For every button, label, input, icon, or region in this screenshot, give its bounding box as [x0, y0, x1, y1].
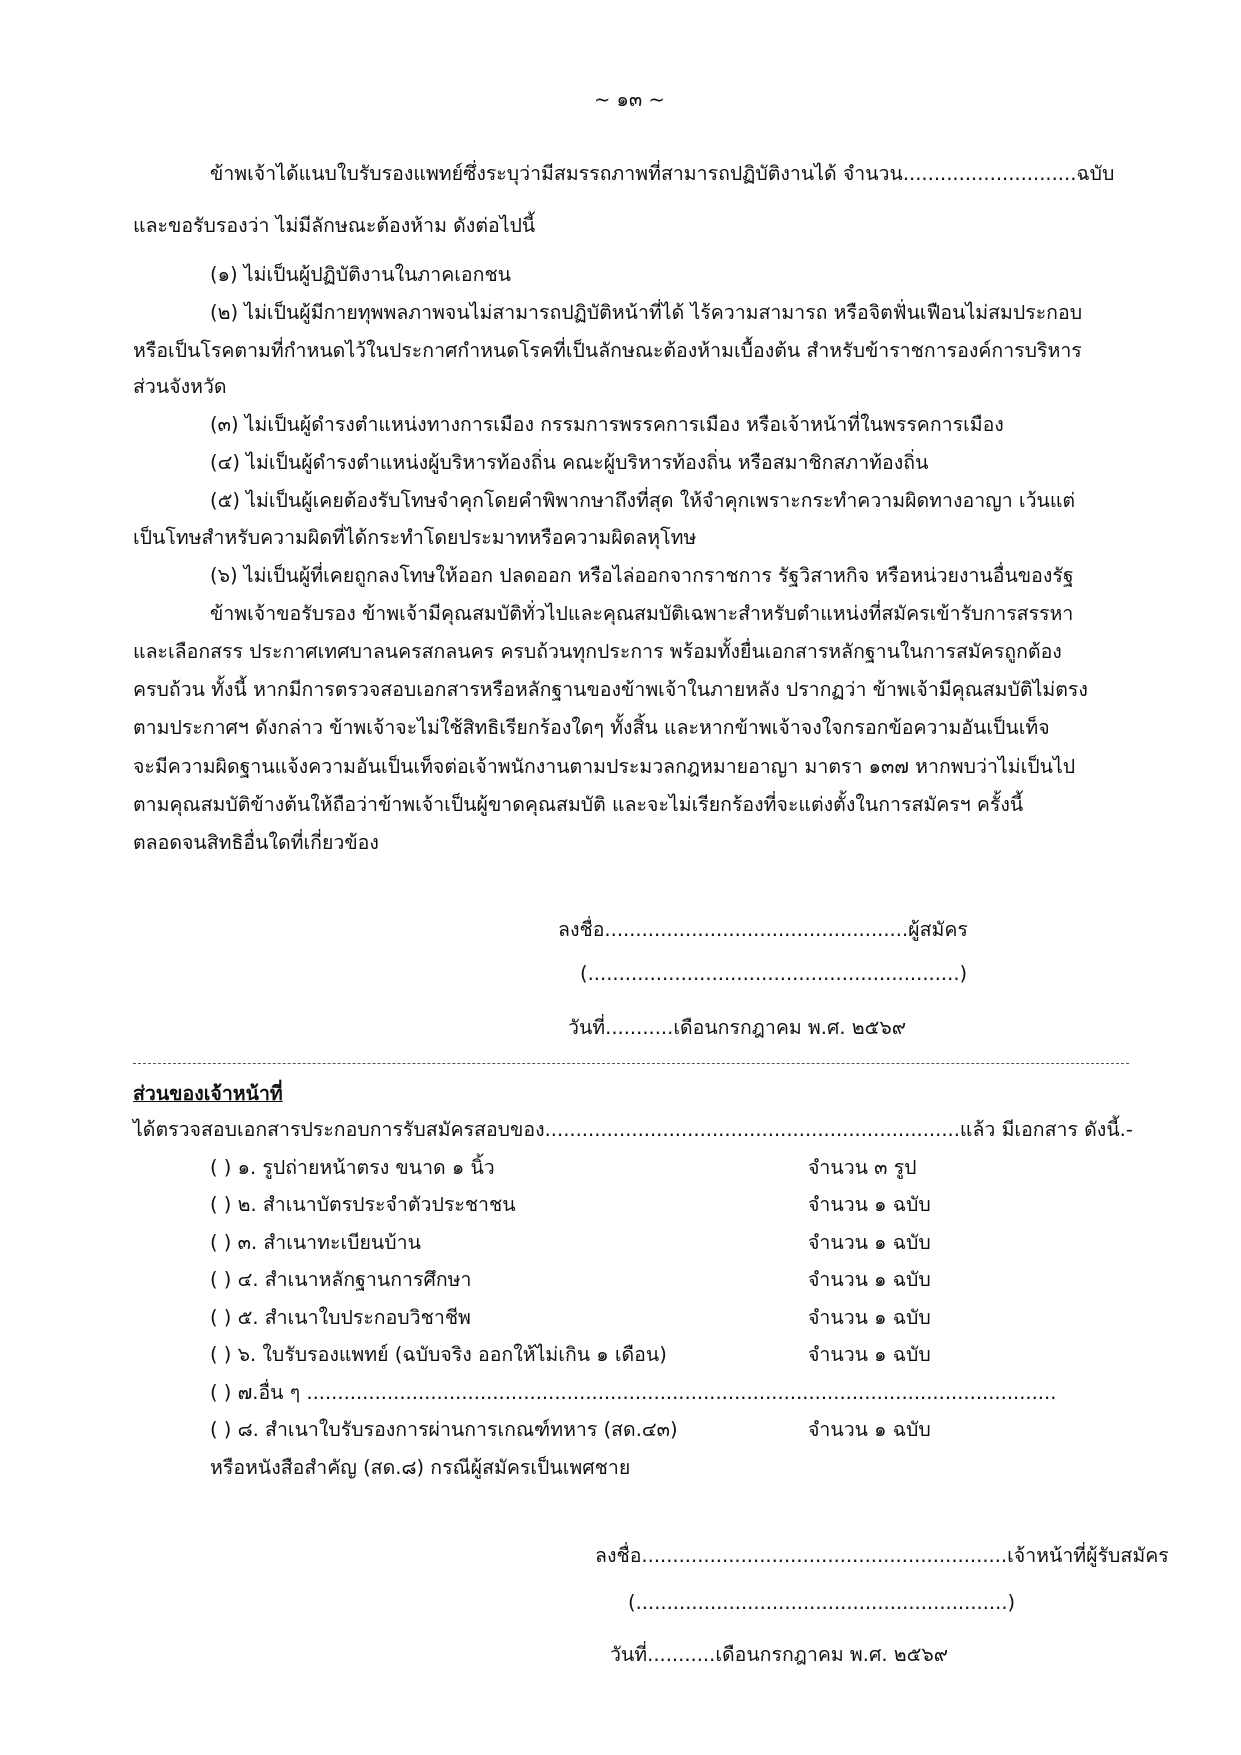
- condition-6: (๖) ไม่เป็นผู้ที่เคยถูกลงโทษให้ออก ปลดออก หรือไล่ออกจากราชการ รัฐวิสาหกิจ หรือหน่วยงานอื่นของรัฐ: [210, 564, 1074, 587]
- condition-3: (๓) ไม่เป็นผู้ดำรงตำแหน่งทางการเมือง กรรมการพรรคการเมือง หรือเจ้าหน้าที่ในพรรคการเมือง: [210, 413, 1004, 436]
- document-item-qty: จำนวน ๓ รูป: [808, 1156, 917, 1179]
- officer-section-title: ส่วนของเจ้าหน้าที่: [133, 1082, 283, 1105]
- condition-1: (๑) ไม่เป็นผู้ปฏิบัติงานในภาคเอกชน: [210, 263, 512, 286]
- officer-signature-line: ลงชื่อ...........................................................เจ้าหน้าที่ผู้รับสมัคร: [595, 1544, 1169, 1567]
- document-item-label: ( ) ๗.อื่น ๆ .........................................................................................................................: [210, 1381, 1057, 1404]
- certify-line-4: ตามประกาศฯ ดังกล่าว ข้าพเจ้าจะไม่ใช้สิทธิเรียกร้องใดๆ ทั้งสิ้น และหากข้าพเจ้าจงใจกรอกข้อความอันเป็นเท็จ: [133, 716, 1050, 739]
- certify-line-5: จะมีความผิดฐานแจ้งความอันเป็นเท็จต่อเจ้าพนักงานตามประมวลกฎหมายอาญา มาตรา ๑๓๗ หากพบว่าไม่เป็นไป: [133, 755, 1076, 778]
- document-item-label: ( ) ๔. สำเนาหลักฐานการศึกษา: [210, 1268, 472, 1291]
- document-item-qty: จำนวน ๑ ฉบับ: [808, 1193, 931, 1216]
- document-item-qty: จำนวน ๑ ฉบับ: [808, 1306, 931, 1329]
- officer-name-line: (............................................................): [628, 1591, 1016, 1614]
- certify-line-7: ตลอดจนสิทธิอื่นใดที่เกี่ยวข้อง: [133, 831, 379, 854]
- applicant-date-line: วันที่...........เดือนกรกฎาคม พ.ศ. ๒๕๖๙: [568, 1016, 907, 1039]
- officer-section-intro: ได้ตรวจสอบเอกสารประกอบการรับสมัครสอบของ...................................................................แล้ว มีเอกสาร ดังนี้.-: [133, 1118, 1133, 1141]
- certify-line-6: ตามคุณสมบัติข้างต้นให้ถือว่าข้าพเจ้าเป็นผู้ขาดคุณสมบัติ และจะไม่เรียกร้องที่จะแต่งตั้งในการสมัครฯ ครั้งนี้: [133, 793, 1024, 816]
- document-item-label: ( ) ๒. สำเนาบัตรประจำตัวประชาชน: [210, 1193, 516, 1216]
- document-note: หรือหนังสือสำคัญ (สด.๘) กรณีผู้สมัครเป็นเพศชาย: [210, 1456, 631, 1479]
- document-item-qty: จำนวน ๑ ฉบับ: [808, 1268, 931, 1291]
- intro-line-2: และขอรับรองว่า ไม่มีลักษณะต้องห้าม ดังต่อไปนี้: [133, 214, 536, 237]
- document-item-label: ( ) ๓. สำเนาทะเบียนบ้าน: [210, 1231, 421, 1254]
- applicant-name-line: (............................................................): [580, 962, 968, 985]
- section-divider: [133, 1063, 1129, 1064]
- condition-4: (๔) ไม่เป็นผู้ดำรงตำแหน่งผู้บริหารท้องถิ่น คณะผู้บริหารท้องถิ่น หรือสมาชิกสภาท้องถิ่น: [210, 451, 929, 474]
- page-number: ~ ๑๓ ~: [594, 88, 665, 111]
- applicant-signature-line: ลงชื่อ.................................................ผู้สมัคร: [558, 918, 968, 941]
- certify-line-2: และเลือกสรร ประกาศเทศบาลนครสกลนคร ครบถ้วนทุกประการ พร้อมทั้งยื่นเอกสารหลักฐานในการสมัครถูกต้อง: [133, 640, 1062, 663]
- document-item-label: ( ) ๖. ใบรับรองแพทย์ (ฉบับจริง ออกให้ไม่เกิน ๑ เดือน): [210, 1343, 667, 1366]
- document-item-qty: จำนวน ๑ ฉบับ: [808, 1418, 931, 1441]
- certify-line-3: ครบถ้วน ทั้งนี้ หากมีการตรวจสอบเอกสารหรือหลักฐานของข้าพเจ้าในภายหลัง ปรากฏว่า ข้าพเจ้ามีคุณสมบัติไม่ตรง: [133, 678, 1088, 701]
- condition-5-line-1: (๕) ไม่เป็นผู้เคยต้องรับโทษจำคุกโดยคำพิพากษาถึงที่สุด ให้จำคุกเพราะกระทำความผิดทางอาญา เว้นแต่: [210, 489, 1076, 512]
- condition-2-line-2: หรือเป็นโรคตามที่กำหนดไว้ในประกาศกำหนดโรคที่เป็นลักษณะต้องห้ามเบื้องต้น สำหรับข้าราชการองค์การบริหาร: [133, 339, 1082, 362]
- officer-date-line: วันที่...........เดือนกรกฎาคม พ.ศ. ๒๕๖๙: [610, 1643, 949, 1666]
- document-item-label: ( ) ๑. รูปถ่ายหน้าตรง ขนาด ๑ นิ้ว: [210, 1156, 495, 1179]
- certify-line-1: ข้าพเจ้าขอรับรอง ข้าพเจ้ามีคุณสมบัติทั่วไปและคุณสมบัติเฉพาะสำหรับตำแหน่งที่สมัครเข้ารับการสรรหา: [210, 602, 1074, 625]
- intro-line-1: ข้าพเจ้าได้แนบใบรับรองแพทย์ซึ่งระบุว่ามีสมรรถภาพที่สามารถปฏิบัติงานได้ จำนวน............................ฉบับ: [210, 162, 1115, 185]
- document-item-qty: จำนวน ๑ ฉบับ: [808, 1231, 931, 1254]
- condition-2-line-1: (๒) ไม่เป็นผู้มีกายทุพพลภาพจนไม่สามารถปฏิบัติหน้าที่ได้ ไร้ความสามารถ หรือจิตฟั่นเฟือนไม่สมประกอบ: [210, 301, 1083, 324]
- condition-2-line-3: ส่วนจังหวัด: [133, 375, 227, 398]
- document-item-label: ( ) ๕. สำเนาใบประกอบวิชาชีพ: [210, 1306, 471, 1329]
- condition-5-line-2: เป็นโทษสำหรับความผิดที่ได้กระทำโดยประมาทหรือความผิดลหุโทษ: [133, 526, 697, 549]
- document-item-qty: จำนวน ๑ ฉบับ: [808, 1343, 931, 1366]
- document-item-label: ( ) ๘. สำเนาใบรับรองการผ่านการเกณฑ์ทหาร (สด.๔๓): [210, 1418, 678, 1441]
